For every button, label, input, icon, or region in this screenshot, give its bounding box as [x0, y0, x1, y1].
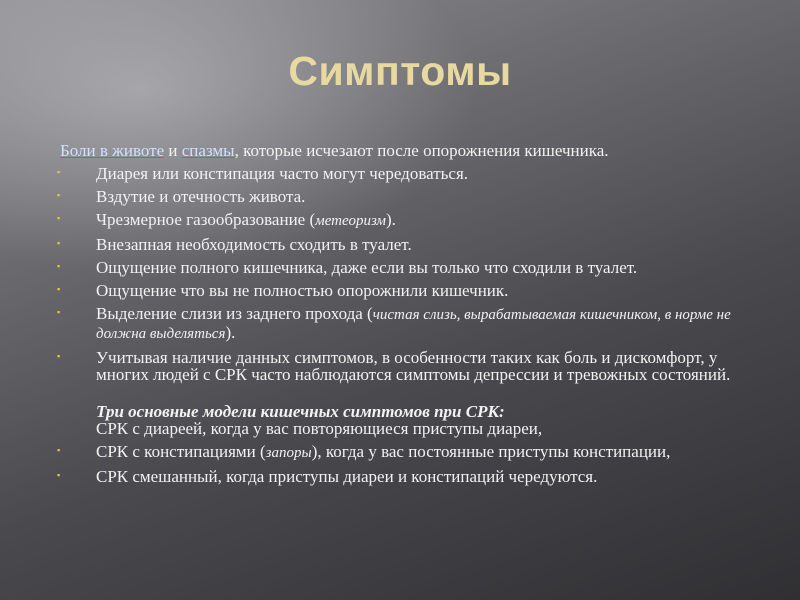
item-text: Вздутие и отечность живота.	[96, 187, 306, 206]
bullet-icon	[57, 168, 65, 177]
bullet-icon	[57, 446, 65, 455]
item-text: ).	[386, 210, 396, 229]
item-text: Выделение слизи из заднего прохода (	[96, 304, 373, 323]
item-text: СРК смешанный, когда приступы диареи и констипаций чередуются.	[96, 467, 598, 486]
models-block	[57, 403, 757, 437]
list-item	[57, 142, 757, 159]
list-item	[57, 349, 757, 383]
bullet-icon	[57, 471, 65, 480]
list-item	[57, 236, 757, 253]
list-item	[57, 259, 757, 276]
bullet-icon	[57, 262, 65, 271]
list-item	[57, 165, 757, 182]
item-emphasis: запоры	[265, 445, 312, 461]
item-text: Чрезмерное газообразование (	[96, 210, 316, 229]
link-abdominal-pain[interactable]: Боли в животе	[60, 141, 165, 160]
link-spasms[interactable]: спазмы	[181, 141, 235, 160]
text-rest: , которые исчезают после опорожнения кишечника.	[234, 141, 609, 160]
item-text: СРК с констипациями (	[96, 442, 266, 461]
bullet-icon	[57, 214, 65, 223]
bullet-icon	[57, 308, 65, 317]
item-text: Учитывая наличие данных симптомов, в особенности таких как боль и дискомфорт, у многих людей с СРК часто наблюдаются симптомы депрессии и тревожных состояний.	[96, 348, 731, 384]
list-item	[57, 468, 757, 485]
item-text: Диарея или констипация часто могут чередоваться.	[96, 164, 469, 183]
bullet-icon	[57, 239, 65, 248]
list-item	[57, 305, 757, 343]
bullet-icon	[57, 352, 65, 361]
item-text: ), когда у вас постоянные приступы констипации,	[311, 442, 671, 461]
slide-content	[57, 142, 757, 491]
item-emphasis: чистая слизь, вырабатываемая кишечником, в норме не должна выделяться	[96, 307, 731, 342]
item-emphasis: метеоризм	[315, 213, 387, 229]
item-text: Внезапная необходимость сходить в туалет.	[96, 235, 412, 254]
item-text: Ощущение что вы не полностью опорожнили кишечник.	[96, 281, 509, 300]
item-text: ).	[225, 323, 236, 342]
bullet-icon	[57, 285, 65, 294]
list-item	[57, 443, 757, 462]
slide-title: Симптомы	[288, 48, 512, 94]
item-text: Ощущение полного кишечника, даже если вы только что сходили в туалет.	[96, 258, 638, 277]
text-and: и	[164, 141, 182, 160]
models-line-1: СРК с диареей, когда у вас повторяющиеся приступы диареи,	[96, 419, 543, 438]
list-item	[57, 282, 757, 299]
bullet-icon	[57, 191, 65, 200]
list-item	[57, 211, 757, 230]
models-heading: Три основные модели кишечных симптомов при СРК:	[96, 402, 505, 421]
list-item	[57, 188, 757, 205]
